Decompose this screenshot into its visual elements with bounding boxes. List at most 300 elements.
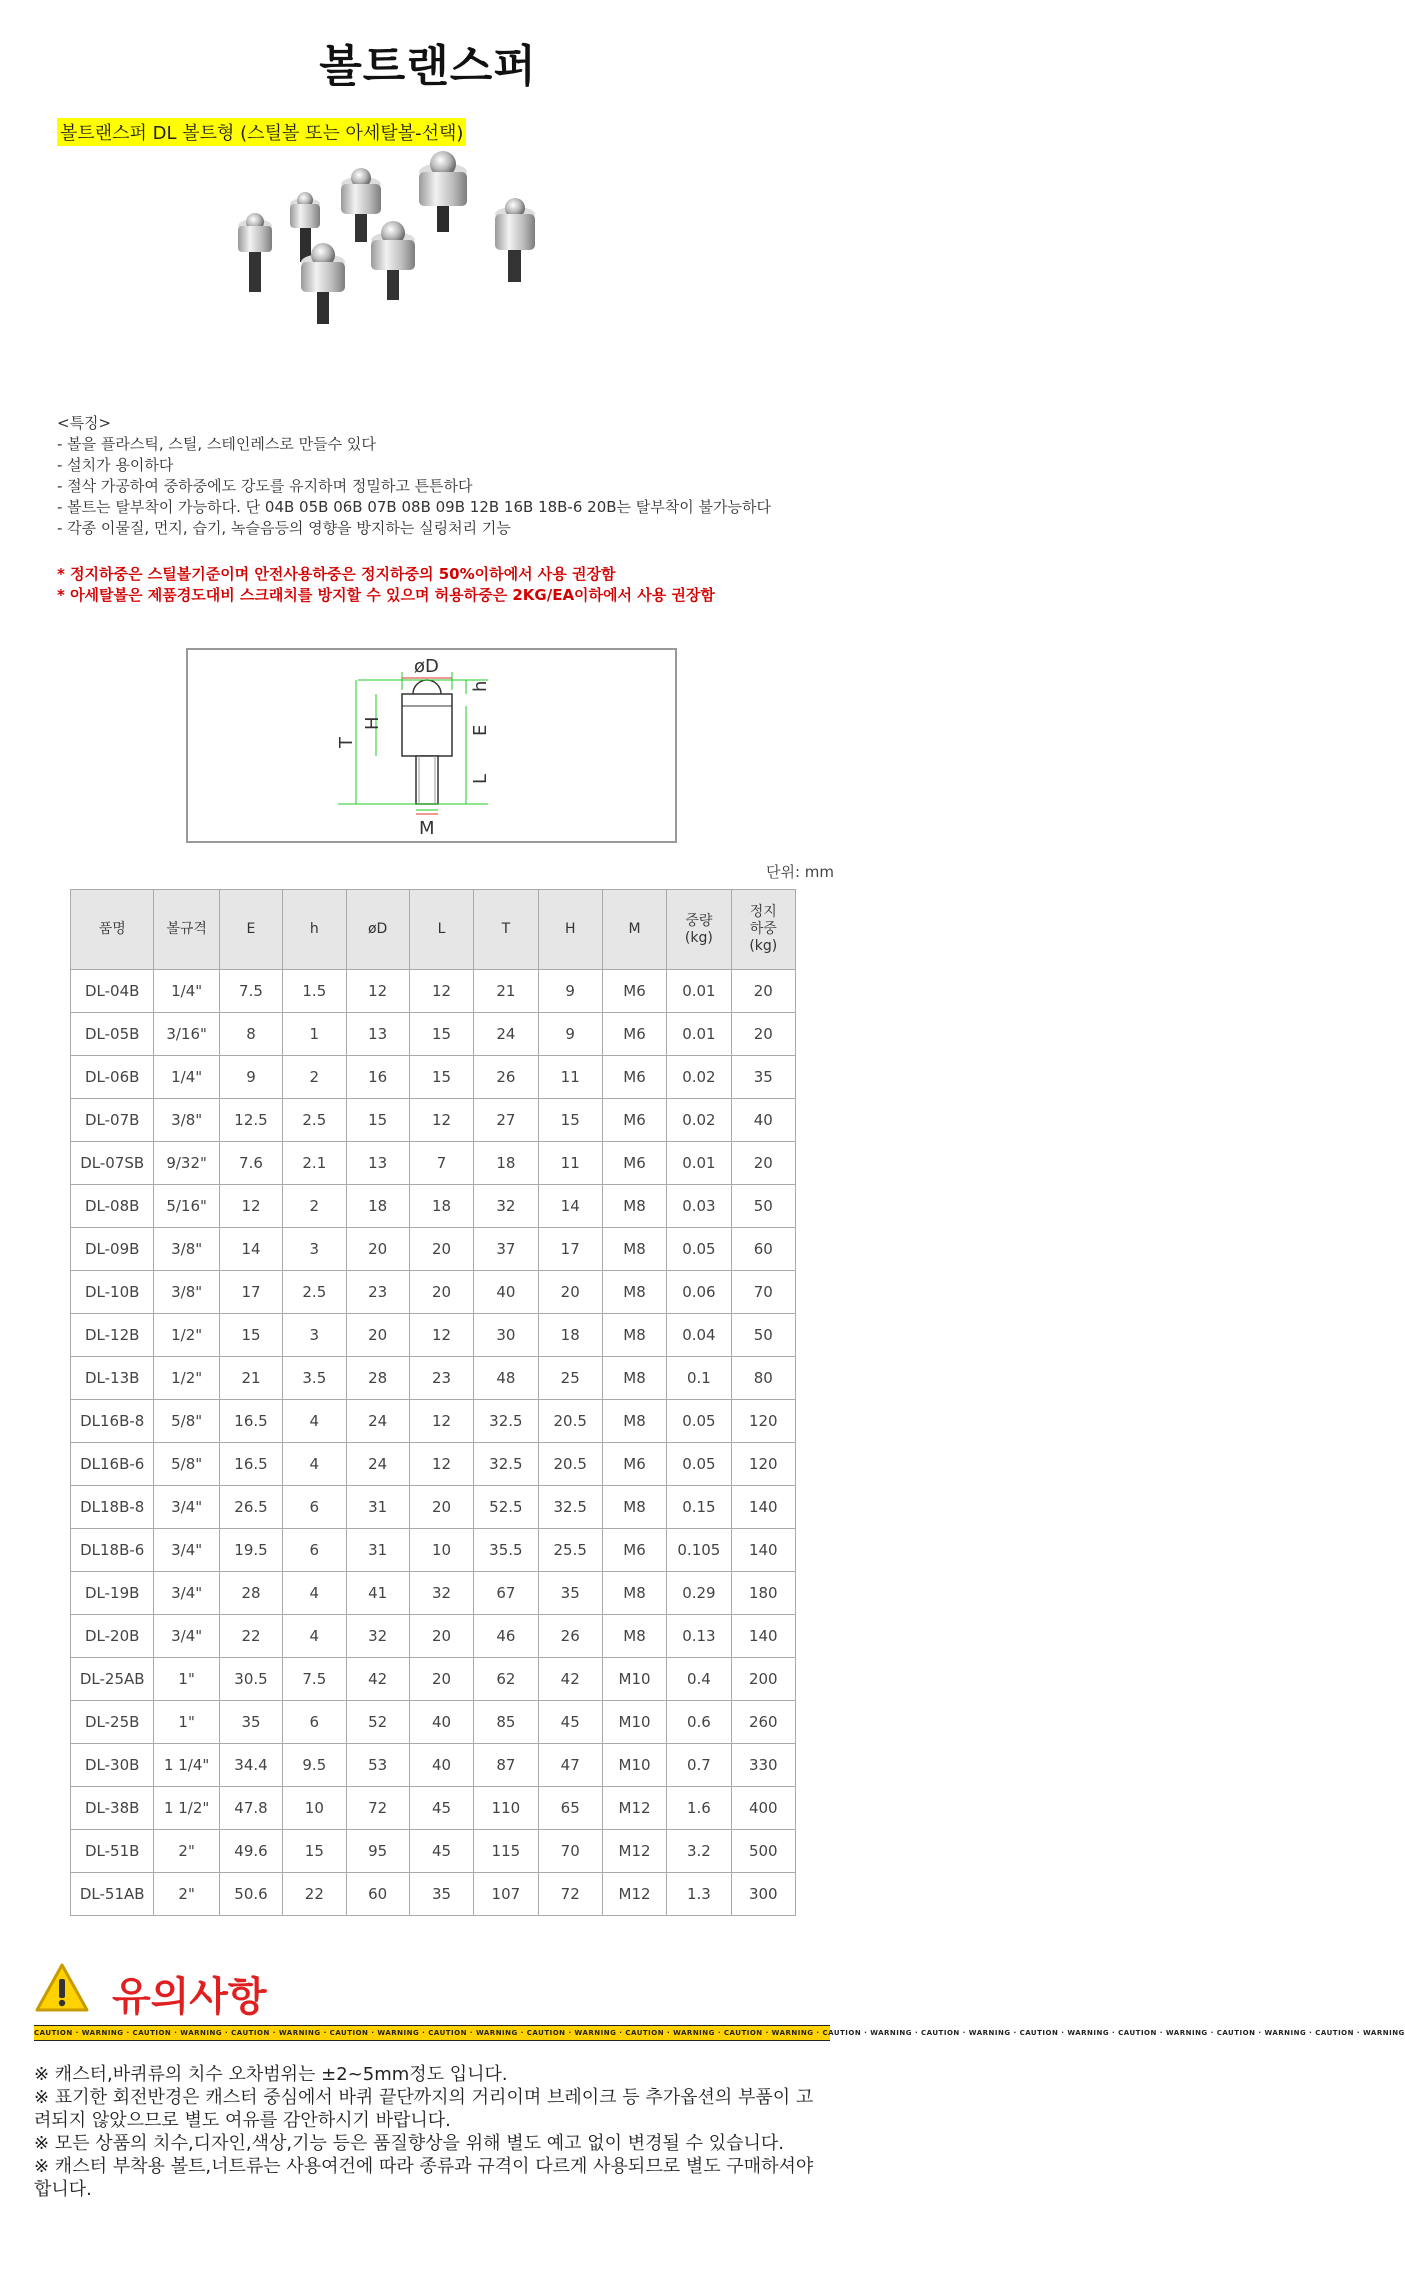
table-cell: 13: [346, 1013, 409, 1056]
table-cell: 50: [731, 1314, 795, 1357]
table-cell: 107: [474, 1873, 538, 1916]
table-cell: 1: [283, 1013, 346, 1056]
table-cell: 24: [346, 1400, 409, 1443]
table-cell: DL16B-8: [71, 1400, 154, 1443]
page-title: 볼트랜스퍼: [319, 41, 537, 92]
table-row: [71, 1357, 796, 1400]
table-cell: 2: [283, 1056, 346, 1099]
table-cell: 26.5: [219, 1486, 282, 1529]
table-cell: 1 1/4": [154, 1744, 219, 1787]
table-cell: DL-08B: [71, 1185, 154, 1228]
table-cell: 16.5: [219, 1400, 282, 1443]
table-cell: 0.06: [667, 1271, 731, 1314]
table-cell: 5/16": [154, 1185, 219, 1228]
table-cell: 12.5: [219, 1099, 282, 1142]
table-cell: 20: [538, 1271, 602, 1314]
table-cell: 20: [346, 1314, 409, 1357]
table-cell: M6: [602, 1056, 666, 1099]
table-cell: 10: [409, 1529, 473, 1572]
table-cell: 21: [219, 1357, 282, 1400]
table-cell: 2": [154, 1873, 219, 1916]
table-cell: 400: [731, 1787, 795, 1830]
table-cell: M8: [602, 1400, 666, 1443]
table-cell: DL-19B: [71, 1572, 154, 1615]
table-cell: DL-25B: [71, 1701, 154, 1744]
table-cell: 10: [283, 1787, 346, 1830]
table-cell: DL-25AB: [71, 1658, 154, 1701]
table-cell: 0.05: [667, 1400, 731, 1443]
table-cell: 85: [474, 1701, 538, 1744]
table-cell: 18: [474, 1142, 538, 1185]
table-cell: 120: [731, 1400, 795, 1443]
table-cell: 23: [346, 1271, 409, 1314]
table-cell: 3: [283, 1314, 346, 1357]
col-header: L: [409, 890, 473, 970]
table-cell: 1/2": [154, 1314, 219, 1357]
table-cell: 35: [409, 1873, 473, 1916]
table-row: [71, 1142, 796, 1185]
caution-tape: CAUTION · WARNING · CAUTION · WARNING · CAUTION · WARNING · CAUTION · WARNING · CAUTION · WARNING · CAUTION · WARNING · CAUTION · WARNING · CAUTION · WARNING · CAUTION · WARNING · CAUTION · WARNING · CAUTION · WARNING · CAUTION · WARNING · CAUTION · WARNING · CAUTION · WARNING: [34, 2025, 830, 2041]
table-cell: 6: [283, 1486, 346, 1529]
table-cell: 20.5: [538, 1400, 602, 1443]
table-cell: DL-51B: [71, 1830, 154, 1873]
table-cell: M8: [602, 1185, 666, 1228]
table-cell: 32: [474, 1185, 538, 1228]
table-cell: 28: [346, 1357, 409, 1400]
table-cell: 15: [346, 1099, 409, 1142]
table-cell: 115: [474, 1830, 538, 1873]
table-cell: 60: [731, 1228, 795, 1271]
table-cell: 0.7: [667, 1744, 731, 1787]
table-cell: 3.5: [283, 1357, 346, 1400]
table-cell: M6: [602, 1142, 666, 1185]
table-row: [71, 1314, 796, 1357]
table-cell: 7.5: [219, 970, 282, 1013]
caution-item: ※ 캐스터 부착용 볼트,너트류는 사용여건에 따라 종류과 규격이 다르게 사용되므로 별도 구매하셔야 합니다.: [34, 2156, 814, 2200]
table-cell: 12: [409, 1443, 473, 1486]
load-notes: [57, 564, 715, 606]
table-cell: 30: [474, 1314, 538, 1357]
table-cell: 330: [731, 1744, 795, 1787]
table-cell: 0.4: [667, 1658, 731, 1701]
table-row: [71, 1271, 796, 1314]
table-row: [71, 1615, 796, 1658]
transfer-unit: [238, 213, 272, 252]
table-cell: 0.01: [667, 970, 731, 1013]
table-cell: 20: [409, 1615, 473, 1658]
table-cell: 180: [731, 1572, 795, 1615]
table-cell: 28: [219, 1572, 282, 1615]
table-cell: 14: [219, 1228, 282, 1271]
table-cell: M8: [602, 1615, 666, 1658]
table-cell: 20: [409, 1658, 473, 1701]
unit-label: 단위: mm: [765, 863, 834, 881]
table-cell: 95: [346, 1830, 409, 1873]
table-cell: 87: [474, 1744, 538, 1787]
table-cell: 9: [538, 970, 602, 1013]
table-cell: 34.4: [219, 1744, 282, 1787]
table-cell: 3/8": [154, 1271, 219, 1314]
col-header: E: [219, 890, 282, 970]
table-cell: M6: [602, 1529, 666, 1572]
table-cell: 18: [538, 1314, 602, 1357]
table-cell: 37: [474, 1228, 538, 1271]
table-cell: DL-10B: [71, 1271, 154, 1314]
table-cell: 7.6: [219, 1142, 282, 1185]
col-header: 품명: [71, 890, 154, 970]
table-cell: 35.5: [474, 1529, 538, 1572]
table-cell: M12: [602, 1873, 666, 1916]
table-cell: 4: [283, 1615, 346, 1658]
table-row: [71, 1658, 796, 1701]
table-cell: 9: [538, 1013, 602, 1056]
table-cell: 0.105: [667, 1529, 731, 1572]
table-cell: 3/8": [154, 1099, 219, 1142]
table-header-row: [71, 890, 796, 970]
table-cell: DL18B-6: [71, 1529, 154, 1572]
table-cell: 25: [538, 1357, 602, 1400]
col-header: 정지 하중 (kg): [731, 890, 795, 970]
table-cell: 0.01: [667, 1142, 731, 1185]
table-cell: 140: [731, 1529, 795, 1572]
table-cell: 0.05: [667, 1443, 731, 1486]
table-cell: 5/8": [154, 1443, 219, 1486]
table-cell: 3/4": [154, 1486, 219, 1529]
table-cell: 8: [219, 1013, 282, 1056]
table-cell: 1": [154, 1701, 219, 1744]
col-header: 볼규격: [154, 890, 219, 970]
table-cell: 1.6: [667, 1787, 731, 1830]
table-cell: 72: [538, 1873, 602, 1916]
col-header: T: [474, 890, 538, 970]
table-cell: 2: [283, 1185, 346, 1228]
table-cell: 23: [409, 1357, 473, 1400]
table-cell: 40: [409, 1744, 473, 1787]
table-cell: 7: [409, 1142, 473, 1185]
table-cell: 26: [474, 1056, 538, 1099]
table-row: [71, 1873, 796, 1916]
table-cell: 15: [219, 1314, 282, 1357]
table-cell: M10: [602, 1658, 666, 1701]
table-cell: 4: [283, 1443, 346, 1486]
table-cell: 15: [409, 1013, 473, 1056]
table-cell: 32: [346, 1615, 409, 1658]
table-cell: 11: [538, 1142, 602, 1185]
table-cell: 20: [409, 1228, 473, 1271]
table-cell: 12: [219, 1185, 282, 1228]
dimension-diagram: [186, 648, 677, 843]
table-cell: 15: [538, 1099, 602, 1142]
table-cell: 41: [346, 1572, 409, 1615]
dim-label-T: T: [336, 737, 357, 748]
table-cell: 9.5: [283, 1744, 346, 1787]
table-row: [71, 1701, 796, 1744]
table-cell: DL16B-6: [71, 1443, 154, 1486]
table-cell: 9/32": [154, 1142, 219, 1185]
table-row: [71, 1486, 796, 1529]
table-cell: 2": [154, 1830, 219, 1873]
table-cell: 53: [346, 1744, 409, 1787]
table-cell: 50: [731, 1185, 795, 1228]
table-cell: 0.02: [667, 1099, 731, 1142]
dim-label-H: H: [362, 716, 383, 730]
col-header: h: [283, 890, 346, 970]
table-cell: 20: [409, 1271, 473, 1314]
table-cell: 32.5: [474, 1443, 538, 1486]
table-cell: 72: [346, 1787, 409, 1830]
table-cell: 1/4": [154, 1056, 219, 1099]
table-cell: 70: [731, 1271, 795, 1314]
table-cell: 45: [409, 1787, 473, 1830]
table-cell: M12: [602, 1787, 666, 1830]
table-cell: 20: [731, 1013, 795, 1056]
table-cell: 22: [219, 1615, 282, 1658]
table-row: [71, 1744, 796, 1787]
table-cell: 49.6: [219, 1830, 282, 1873]
table-cell: 7.5: [283, 1658, 346, 1701]
table-row: [71, 1443, 796, 1486]
warning-icon: [34, 1962, 90, 2014]
table-cell: 17: [219, 1271, 282, 1314]
table-cell: M6: [602, 1443, 666, 1486]
table-cell: M6: [602, 970, 666, 1013]
table-cell: 45: [538, 1701, 602, 1744]
table-cell: 12: [409, 1314, 473, 1357]
table-cell: 16.5: [219, 1443, 282, 1486]
table-cell: 42: [346, 1658, 409, 1701]
table-row: [71, 1056, 796, 1099]
table-cell: DL-51AB: [71, 1873, 154, 1916]
dim-label-M: M: [419, 818, 435, 839]
table-cell: 32.5: [474, 1400, 538, 1443]
col-header: øD: [346, 890, 409, 970]
table-cell: 1 1/2": [154, 1787, 219, 1830]
table-cell: DL-07B: [71, 1099, 154, 1142]
table-cell: 35: [538, 1572, 602, 1615]
features-section: [57, 413, 771, 539]
table-cell: 5/8": [154, 1400, 219, 1443]
feature-item: - 설치가 용이하다: [57, 456, 174, 474]
table-cell: M8: [602, 1271, 666, 1314]
table-row: [71, 1572, 796, 1615]
table-cell: 46: [474, 1615, 538, 1658]
product-photo: [205, 142, 605, 408]
table-cell: 3/4": [154, 1529, 219, 1572]
table-cell: 62: [474, 1658, 538, 1701]
caution-item: ※ 모든 상품의 치수,디자인,색상,기능 등은 품질향상을 위해 별도 예고 없이 변경될 수 있습니다.: [34, 2133, 784, 2154]
table-cell: 45: [409, 1830, 473, 1873]
table-cell: 6: [283, 1701, 346, 1744]
table-cell: 4: [283, 1400, 346, 1443]
table-row: [71, 1099, 796, 1142]
table-cell: 52: [346, 1701, 409, 1744]
table-cell: 20.5: [538, 1443, 602, 1486]
table-cell: 80: [731, 1357, 795, 1400]
table-cell: 22: [283, 1873, 346, 1916]
table-cell: M8: [602, 1314, 666, 1357]
table-cell: 11: [538, 1056, 602, 1099]
table-cell: 40: [409, 1701, 473, 1744]
table-cell: DL-30B: [71, 1744, 154, 1787]
table-cell: 3.2: [667, 1830, 731, 1873]
table-cell: 0.01: [667, 1013, 731, 1056]
load-note: * 아세탈볼은 제품경도대비 스크래치를 방지할 수 있으며 허용하중은 2KG/EA이하에서 사용 권장함: [57, 586, 715, 604]
table-cell: 31: [346, 1486, 409, 1529]
table-cell: 3/8": [154, 1228, 219, 1271]
table-cell: 47: [538, 1744, 602, 1787]
table-cell: 32: [409, 1572, 473, 1615]
table-cell: 260: [731, 1701, 795, 1744]
table-cell: 140: [731, 1486, 795, 1529]
features-heading: <특징>: [57, 414, 112, 432]
table-cell: 15: [409, 1056, 473, 1099]
table-cell: 20: [731, 970, 795, 1013]
table-cell: 19.5: [219, 1529, 282, 1572]
caution-title: 유의사항: [112, 1974, 267, 2020]
table-cell: DL18B-8: [71, 1486, 154, 1529]
table-cell: 13: [346, 1142, 409, 1185]
table-cell: 0.03: [667, 1185, 731, 1228]
table-cell: 20: [346, 1228, 409, 1271]
table-cell: 6: [283, 1529, 346, 1572]
table-row: [71, 1013, 796, 1056]
table-cell: 18: [409, 1185, 473, 1228]
table-cell: M8: [602, 1228, 666, 1271]
table-cell: 48: [474, 1357, 538, 1400]
table-cell: 0.02: [667, 1056, 731, 1099]
table-cell: DL-13B: [71, 1357, 154, 1400]
table-cell: DL-09B: [71, 1228, 154, 1271]
table-row: [71, 1830, 796, 1873]
table-cell: 3/16": [154, 1013, 219, 1056]
table-cell: 47.8: [219, 1787, 282, 1830]
caution-notes: [34, 2063, 830, 2201]
table-row: [71, 1787, 796, 1830]
table-cell: 70: [538, 1830, 602, 1873]
table-cell: 140: [731, 1615, 795, 1658]
table-cell: 1/2": [154, 1357, 219, 1400]
table-cell: 0.13: [667, 1615, 731, 1658]
table-cell: 24: [474, 1013, 538, 1056]
table-cell: DL-20B: [71, 1615, 154, 1658]
table-cell: 0.04: [667, 1314, 731, 1357]
table-cell: M8: [602, 1486, 666, 1529]
table-cell: 30.5: [219, 1658, 282, 1701]
table-cell: 60: [346, 1873, 409, 1916]
table-cell: M6: [602, 1013, 666, 1056]
feature-item: - 절삭 가공하여 중하중에도 강도를 유지하며 정밀하고 튼튼하다: [57, 477, 473, 495]
table-cell: 500: [731, 1830, 795, 1873]
table-cell: 17: [538, 1228, 602, 1271]
caution-item: ※ 캐스터,바퀴류의 치수 오차범위는 ±2~5mm정도 입니다.: [34, 2064, 508, 2085]
caution-item: ※ 표기한 회전반경은 캐스터 중심에서 바퀴 끝단까지의 거리이며 브레이크 등 추가옵션의 부품이 고려되지 않았으므로 별도 여유를 감안하시기 바랍니다.: [34, 2087, 814, 2131]
table-cell: 2.1: [283, 1142, 346, 1185]
table-cell: 18: [346, 1185, 409, 1228]
table-cell: 27: [474, 1099, 538, 1142]
table-cell: 12: [409, 1400, 473, 1443]
table-cell: 2.5: [283, 1099, 346, 1142]
table-cell: 3/4": [154, 1572, 219, 1615]
table-cell: 0.1: [667, 1357, 731, 1400]
table-cell: 16: [346, 1056, 409, 1099]
table-cell: 40: [474, 1271, 538, 1314]
table-cell: 300: [731, 1873, 795, 1916]
table-cell: 14: [538, 1185, 602, 1228]
col-header: 중량 (kg): [667, 890, 731, 970]
table-cell: 25.5: [538, 1529, 602, 1572]
table-cell: M12: [602, 1830, 666, 1873]
feature-item: - 볼을 플라스틱, 스틸, 스테인레스로 만들수 있다: [57, 435, 376, 453]
table-cell: 67: [474, 1572, 538, 1615]
table-cell: 9: [219, 1056, 282, 1099]
table-cell: 200: [731, 1658, 795, 1701]
table-cell: 52.5: [474, 1486, 538, 1529]
table-cell: 110: [474, 1787, 538, 1830]
table-cell: 1.3: [667, 1873, 731, 1916]
table-cell: DL-05B: [71, 1013, 154, 1056]
table-cell: 31: [346, 1529, 409, 1572]
table-cell: 12: [346, 970, 409, 1013]
table-cell: 4: [283, 1572, 346, 1615]
table-row: [71, 970, 796, 1013]
feature-item: - 각종 이물질, 먼지, 습기, 녹슬음등의 영향을 방지하는 실링처리 기능: [57, 519, 511, 537]
table-cell: 2.5: [283, 1271, 346, 1314]
table-cell: 24: [346, 1443, 409, 1486]
feature-item: - 볼트는 탈부착이 가능하다. 단 04B 05B 06B 07B 08B 09B 12B 16B 18B-6 20B는 탈부착이 불가능하다: [57, 498, 771, 516]
table-cell: 20: [731, 1142, 795, 1185]
table-cell: 120: [731, 1443, 795, 1486]
table-cell: 1.5: [283, 970, 346, 1013]
table-cell: M10: [602, 1744, 666, 1787]
table-cell: 0.29: [667, 1572, 731, 1615]
table-cell: 35: [731, 1056, 795, 1099]
table-cell: DL-04B: [71, 970, 154, 1013]
dim-label-h: h: [470, 680, 491, 692]
table-row: [71, 1228, 796, 1271]
table-cell: DL-06B: [71, 1056, 154, 1099]
table-cell: 40: [731, 1099, 795, 1142]
table-cell: M8: [602, 1357, 666, 1400]
dim-label-D: øD: [414, 656, 439, 677]
table-cell: 20: [409, 1486, 473, 1529]
table-cell: 32.5: [538, 1486, 602, 1529]
table-cell: 3: [283, 1228, 346, 1271]
col-header: H: [538, 890, 602, 970]
dim-label-E: E: [470, 724, 491, 736]
table-cell: 15: [283, 1830, 346, 1873]
table-cell: 3/4": [154, 1615, 219, 1658]
table-cell: 1": [154, 1658, 219, 1701]
table-row: [71, 1400, 796, 1443]
table-cell: 12: [409, 970, 473, 1013]
table-cell: M8: [602, 1572, 666, 1615]
table-cell: 42: [538, 1658, 602, 1701]
table-cell: 0.05: [667, 1228, 731, 1271]
product-subtitle: 볼트랜스퍼 DL 볼트형 (스틸볼 또는 아세탈볼-선택): [57, 118, 466, 146]
table-cell: 0.15: [667, 1486, 731, 1529]
table-cell: 0.6: [667, 1701, 731, 1744]
table-cell: 1/4": [154, 970, 219, 1013]
table-cell: 21: [474, 970, 538, 1013]
table-cell: 65: [538, 1787, 602, 1830]
table-cell: 50.6: [219, 1873, 282, 1916]
col-header: M: [602, 890, 666, 970]
dim-label-L: L: [470, 773, 491, 784]
table-cell: 12: [409, 1099, 473, 1142]
table-cell: DL-38B: [71, 1787, 154, 1830]
table-cell: DL-07SB: [71, 1142, 154, 1185]
spec-table: [70, 889, 796, 1916]
